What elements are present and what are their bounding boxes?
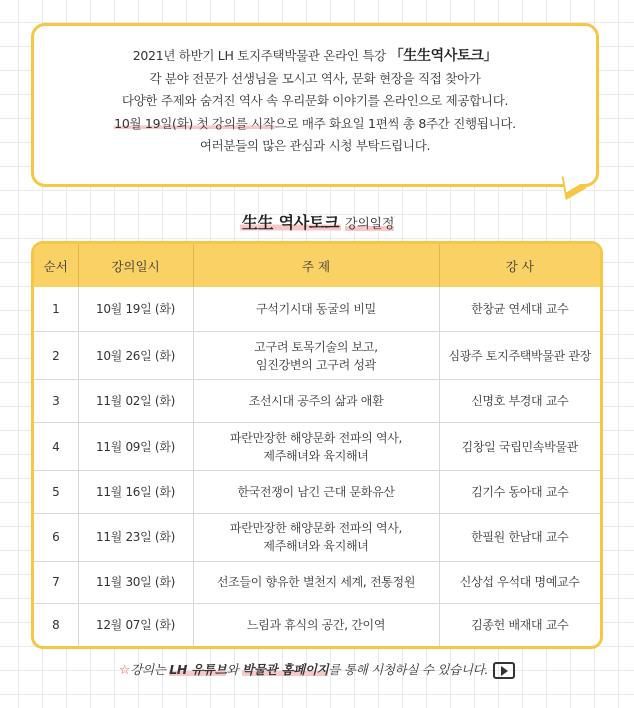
start-date-highlight: 10월 19일(화) 첫 강의를 시작 [114, 115, 275, 131]
table-row [34, 513, 600, 561]
cell-no: 4 [34, 423, 78, 471]
footer-text-1: 강의는 [130, 662, 170, 677]
footer-text-3: 를 통해 시청하실 수 있습니다. [328, 662, 489, 677]
cell-no: 5 [34, 471, 78, 514]
schedule-title-sub: 강의일정 [345, 217, 395, 232]
cell-topic: 고구려 토목기술의 보고, 임진강변의 고구려 성곽 [193, 332, 439, 380]
intro-line-3: 다양한 주제와 숨겨진 역사 속 우리문화 이야기를 온라인으로 제공합니다. [121, 93, 509, 108]
cell-no: 3 [34, 380, 78, 423]
intro-line-2: 각 분야 전문가 선생님을 모시고 역사, 문화 현장을 직접 찾아가 [149, 70, 481, 86]
cell-date: 11월 02일 (화) [78, 380, 193, 423]
schedule-title [0, 210, 634, 233]
cell-date: 10월 26일 (화) [78, 332, 193, 380]
cell-no: 7 [34, 561, 78, 603]
lh-youtube-link[interactable]: LH 유튜브 [169, 662, 227, 677]
cell-topic: 조선시대 공주의 삶과 애환 [193, 380, 439, 423]
schedule-table-container [31, 241, 603, 649]
play-button-icon[interactable] [493, 662, 515, 679]
intro-line-4-rest: 으로 매주 화요일 1편씩 총 8주간 진행됩니다. [274, 115, 516, 131]
footer-text-2: 와 [226, 662, 242, 677]
cell-date: 11월 23일 (화) [78, 513, 193, 561]
cell-lecturer: 김창일 국립민속박물관 [439, 423, 600, 471]
table-header-row [34, 244, 600, 287]
cell-lecturer: 한필원 한남대 교수 [439, 513, 600, 561]
star-icon: ☆ [118, 663, 131, 678]
intro-line-5: 여러분들의 많은 관심과 시청 부탁드립니다. [199, 138, 431, 153]
cell-date: 11월 16일 (화) [78, 471, 193, 514]
cell-topic: 파란만장한 해양문화 전파의 역사, 제주해녀와 육지해녀 [193, 423, 439, 471]
cell-lecturer: 심광주 토지주택박물관 관장 [439, 332, 600, 380]
header-date: 강의일시 [78, 244, 193, 287]
cell-date: 12월 07일 (화) [78, 603, 193, 646]
cell-topic: 선조들이 향유한 별천지 세계, 전통정원 [193, 561, 439, 603]
cell-no: 2 [34, 332, 78, 380]
table-row [34, 287, 600, 332]
intro-line-4 [34, 113, 596, 136]
museum-homepage-link[interactable]: 박물관 홈페이지 [241, 662, 329, 677]
footer-note [0, 660, 634, 679]
table-row [34, 471, 600, 514]
table-row [34, 561, 600, 603]
cell-lecturer: 김기수 동아대 교수 [439, 471, 600, 514]
program-title: 「生生역사토크」 [389, 48, 498, 64]
table-row [34, 332, 600, 380]
schedule-title-main: 生生 역사토크 [241, 213, 340, 232]
cell-date: 11월 09일 (화) [78, 423, 193, 471]
cell-date: 11월 30일 (화) [78, 561, 193, 603]
intro-bubble [31, 23, 599, 187]
schedule-table [34, 244, 600, 646]
cell-lecturer: 신상섭 우석대 명예교수 [439, 561, 600, 603]
cell-lecturer: 김종헌 배재대 교수 [471, 617, 569, 632]
cell-topic: 느림과 휴식의 공간, 간이역 [193, 603, 439, 646]
header-no: 순서 [34, 244, 78, 287]
cell-topic: 구석기시대 동굴의 비밀 [193, 287, 439, 332]
cell-date: 10월 19일 (화) [78, 287, 193, 332]
table-row [34, 423, 600, 471]
cell-lecturer: 신명호 부경대 교수 [439, 380, 600, 423]
cell-no: 1 [34, 287, 78, 332]
cell-no: 6 [34, 513, 78, 561]
intro-line-1-text: 2021년 하반기 LH 토지주택박물관 온라인 특강 [132, 48, 390, 63]
cell-topic: 파란만장한 해양문화 전파의 역사, 제주해녀와 육지해녀 [193, 513, 439, 561]
table-row [34, 380, 600, 423]
cell-lecturer: 한창균 연세대 교수 [439, 287, 600, 332]
header-lecturer: 강 사 [439, 244, 600, 287]
cell-topic: 한국전쟁이 남긴 근대 문화유산 [193, 471, 439, 514]
cell-no: 8 [34, 603, 78, 646]
intro-line-1 [34, 45, 596, 68]
table-row [34, 603, 600, 646]
header-topic: 주 제 [193, 244, 439, 287]
